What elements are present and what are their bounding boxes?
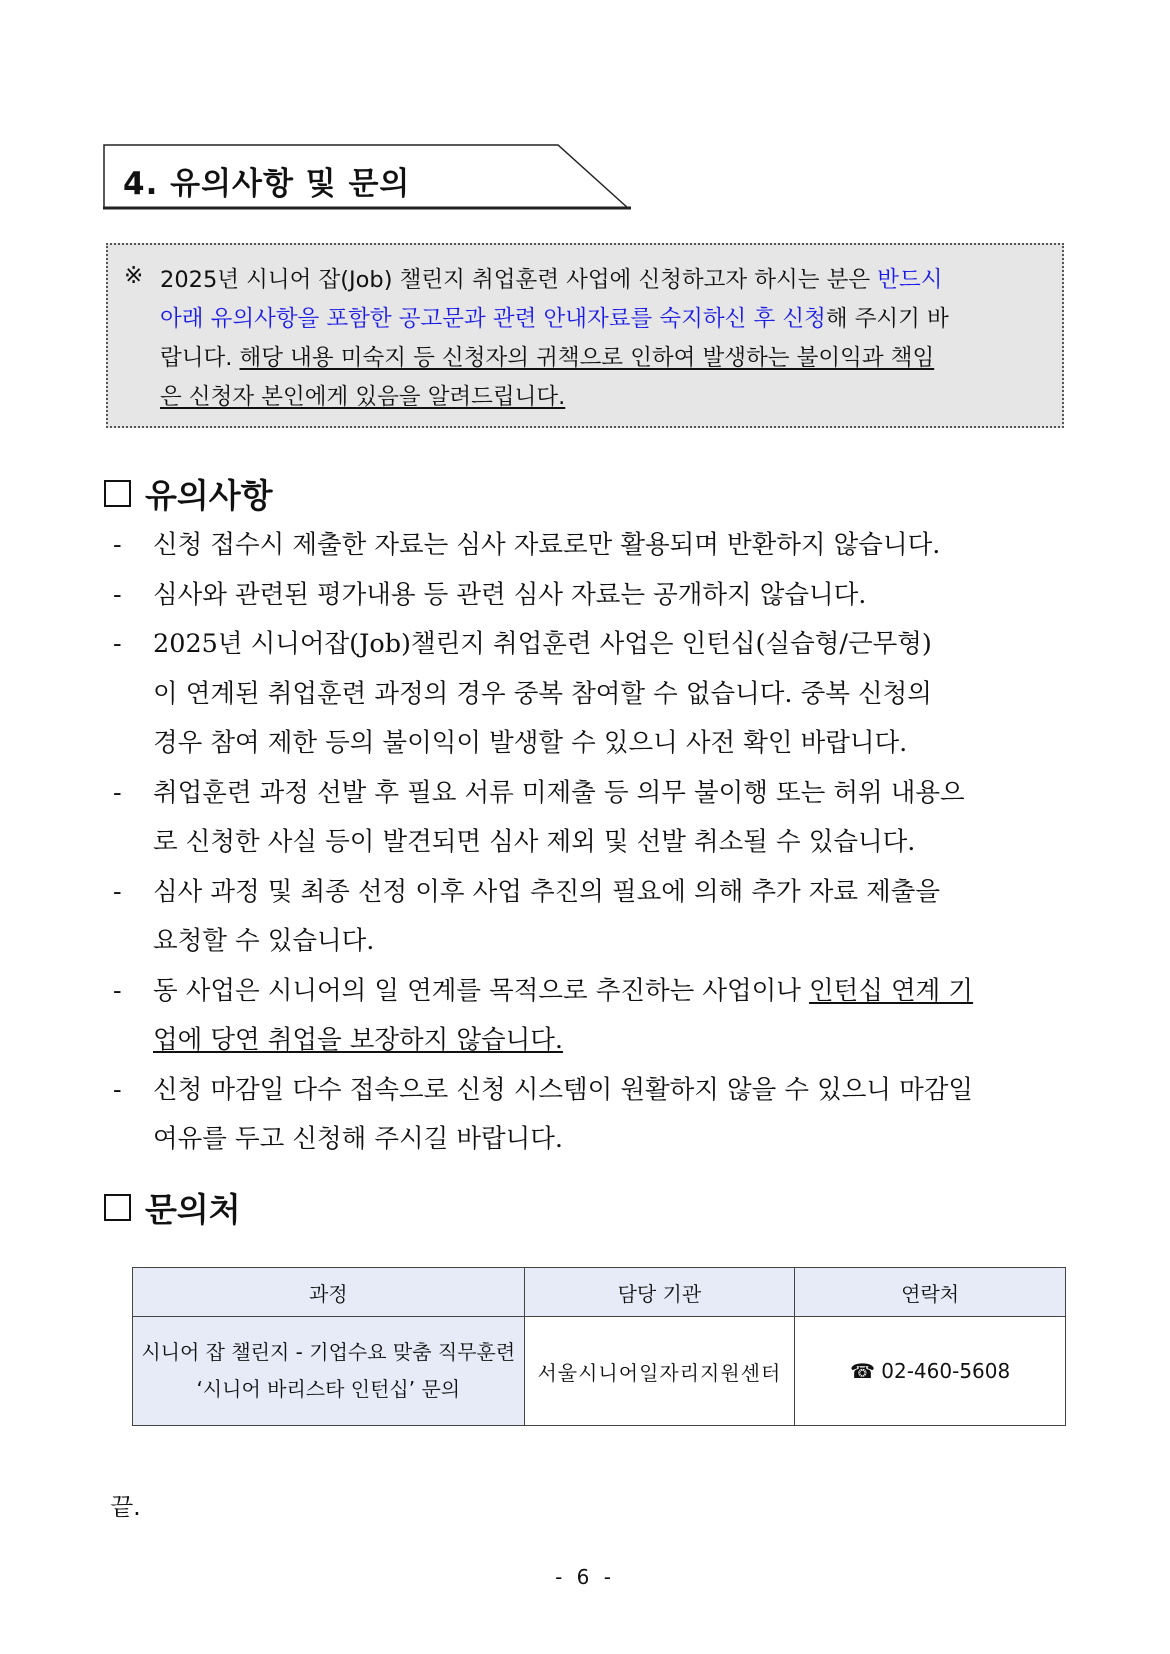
notice-emphasis: 아래 유의사항을 포함한 공고문과 관련 안내자료를 숙지하신 후 신청 — [160, 306, 826, 332]
dash-bullet: - — [113, 579, 122, 610]
phone-cell — [795, 1317, 1066, 1426]
list-item: - 심사와 관련된 평가내용 등 관련 심사 자료는 공개하지 않습니다. — [113, 571, 1073, 621]
dash-bullet: - — [113, 975, 122, 1006]
end-mark: 끝. — [110, 1493, 141, 1521]
checkbox-square-icon — [104, 1194, 131, 1221]
notice-underline: 은 신청자 본인에게 있음을 알려드립니다. — [160, 384, 566, 410]
column-header-org: 담당 기관 — [524, 1268, 795, 1317]
notice-box — [106, 243, 1064, 428]
caution-underline: 인턴십 연계 기 — [809, 975, 974, 1006]
list-item: - 심사 과정 및 최종 선정 이후 사업 추진의 필요에 의해 추가 자료 제출을 요청할 수 있습니다. — [113, 868, 1073, 967]
notice-line-4 — [160, 378, 1045, 417]
notice-emphasis: 반드시 — [877, 267, 943, 293]
caution-underline: 업에 당연 취업을 보장하지 않습니다. — [153, 1025, 564, 1055]
notice-line-1: 2025년 시니어 잡(Job) 챌린지 취업훈련 사업에 신청하고자 하시는 분은 반드시 — [160, 267, 943, 293]
section-title-tab — [103, 144, 631, 210]
list-item: - 2025년 시니어잡(Job)챌린지 취업훈련 사업은 인턴십(실습형/근무형) 이 연계된 취업훈련 과정의 경우 중복 참여할 수 없습니다. 중복 신청의 경우 참여 제한 등의 불이익이 발생할 수 있으니 사전 확인 바랍니다. — [113, 620, 1073, 769]
cautions-list — [113, 521, 1073, 1165]
list-item: - 취업훈련 과정 선발 후 필요 서류 미제출 등 의무 불이행 또는 허위 내용으 로 신청한 사실 등이 발견되면 심사 제외 및 선발 취소될 수 있습니다. — [113, 769, 1073, 868]
list-item: - 동 사업은 시니어의 일 연계를 목적으로 추진하는 사업이나 인턴십 연계 기 업에 당연 취업을 보장하지 않습니다. — [113, 967, 1073, 1066]
dash-bullet: - — [113, 530, 122, 560]
column-header-course: 과정 — [133, 1268, 525, 1317]
list-item: - 신청 마감일 다수 접속으로 신청 시스템이 원활하지 않을 수 있으니 마감일 여유를 두고 신청해 주시길 바랍니다. — [113, 1066, 1073, 1165]
phone-number: 02-460-5608 — [881, 1359, 1011, 1383]
checkbox-square-icon — [104, 480, 131, 507]
phone-icon: ☎ — [849, 1359, 875, 1383]
org-cell: 서울시니어일자리지원센터 — [524, 1317, 795, 1426]
table-header-row — [133, 1268, 1066, 1317]
course-cell: 시니어 잡 챌린지 - 기업수요 맞춤 직무훈련 ‘시니어 바리스타 인턴십’ 문의 — [133, 1317, 525, 1426]
contact-heading: 문의처 — [104, 1184, 241, 1231]
table-row — [133, 1317, 1066, 1426]
section-title: 4. 유의사항 및 문의 — [123, 166, 411, 202]
column-header-contact: 연락처 — [795, 1268, 1066, 1317]
contact-table — [132, 1267, 1066, 1426]
notice-text — [160, 261, 1045, 417]
notice-underline: 해당 내용 미숙지 등 신청자의 귀책으로 인하여 발생하는 불이익과 책임 — [239, 345, 935, 371]
dash-bullet: - — [113, 876, 122, 907]
notice-line-2: 아래 유의사항을 포함한 공고문과 관련 안내자료를 숙지하신 후 신청해 주시기 바 — [160, 306, 949, 332]
dash-bullet: - — [113, 1074, 122, 1105]
reference-mark-icon: ※ — [124, 263, 144, 289]
notice-line-3: 랍니다. 해당 내용 미숙지 등 신청자의 귀책으로 인하여 발생하는 불이익과 책임 — [160, 345, 935, 371]
list-item: - 신청 접수시 제출한 자료는 심사 자료로만 활용되며 반환하지 않습니다. — [113, 521, 1073, 571]
cautions-heading: 유의사항 — [104, 470, 273, 517]
page-number: - 6 - — [555, 1565, 615, 1589]
dash-bullet: - — [113, 777, 122, 808]
dash-bullet: - — [113, 629, 122, 659]
